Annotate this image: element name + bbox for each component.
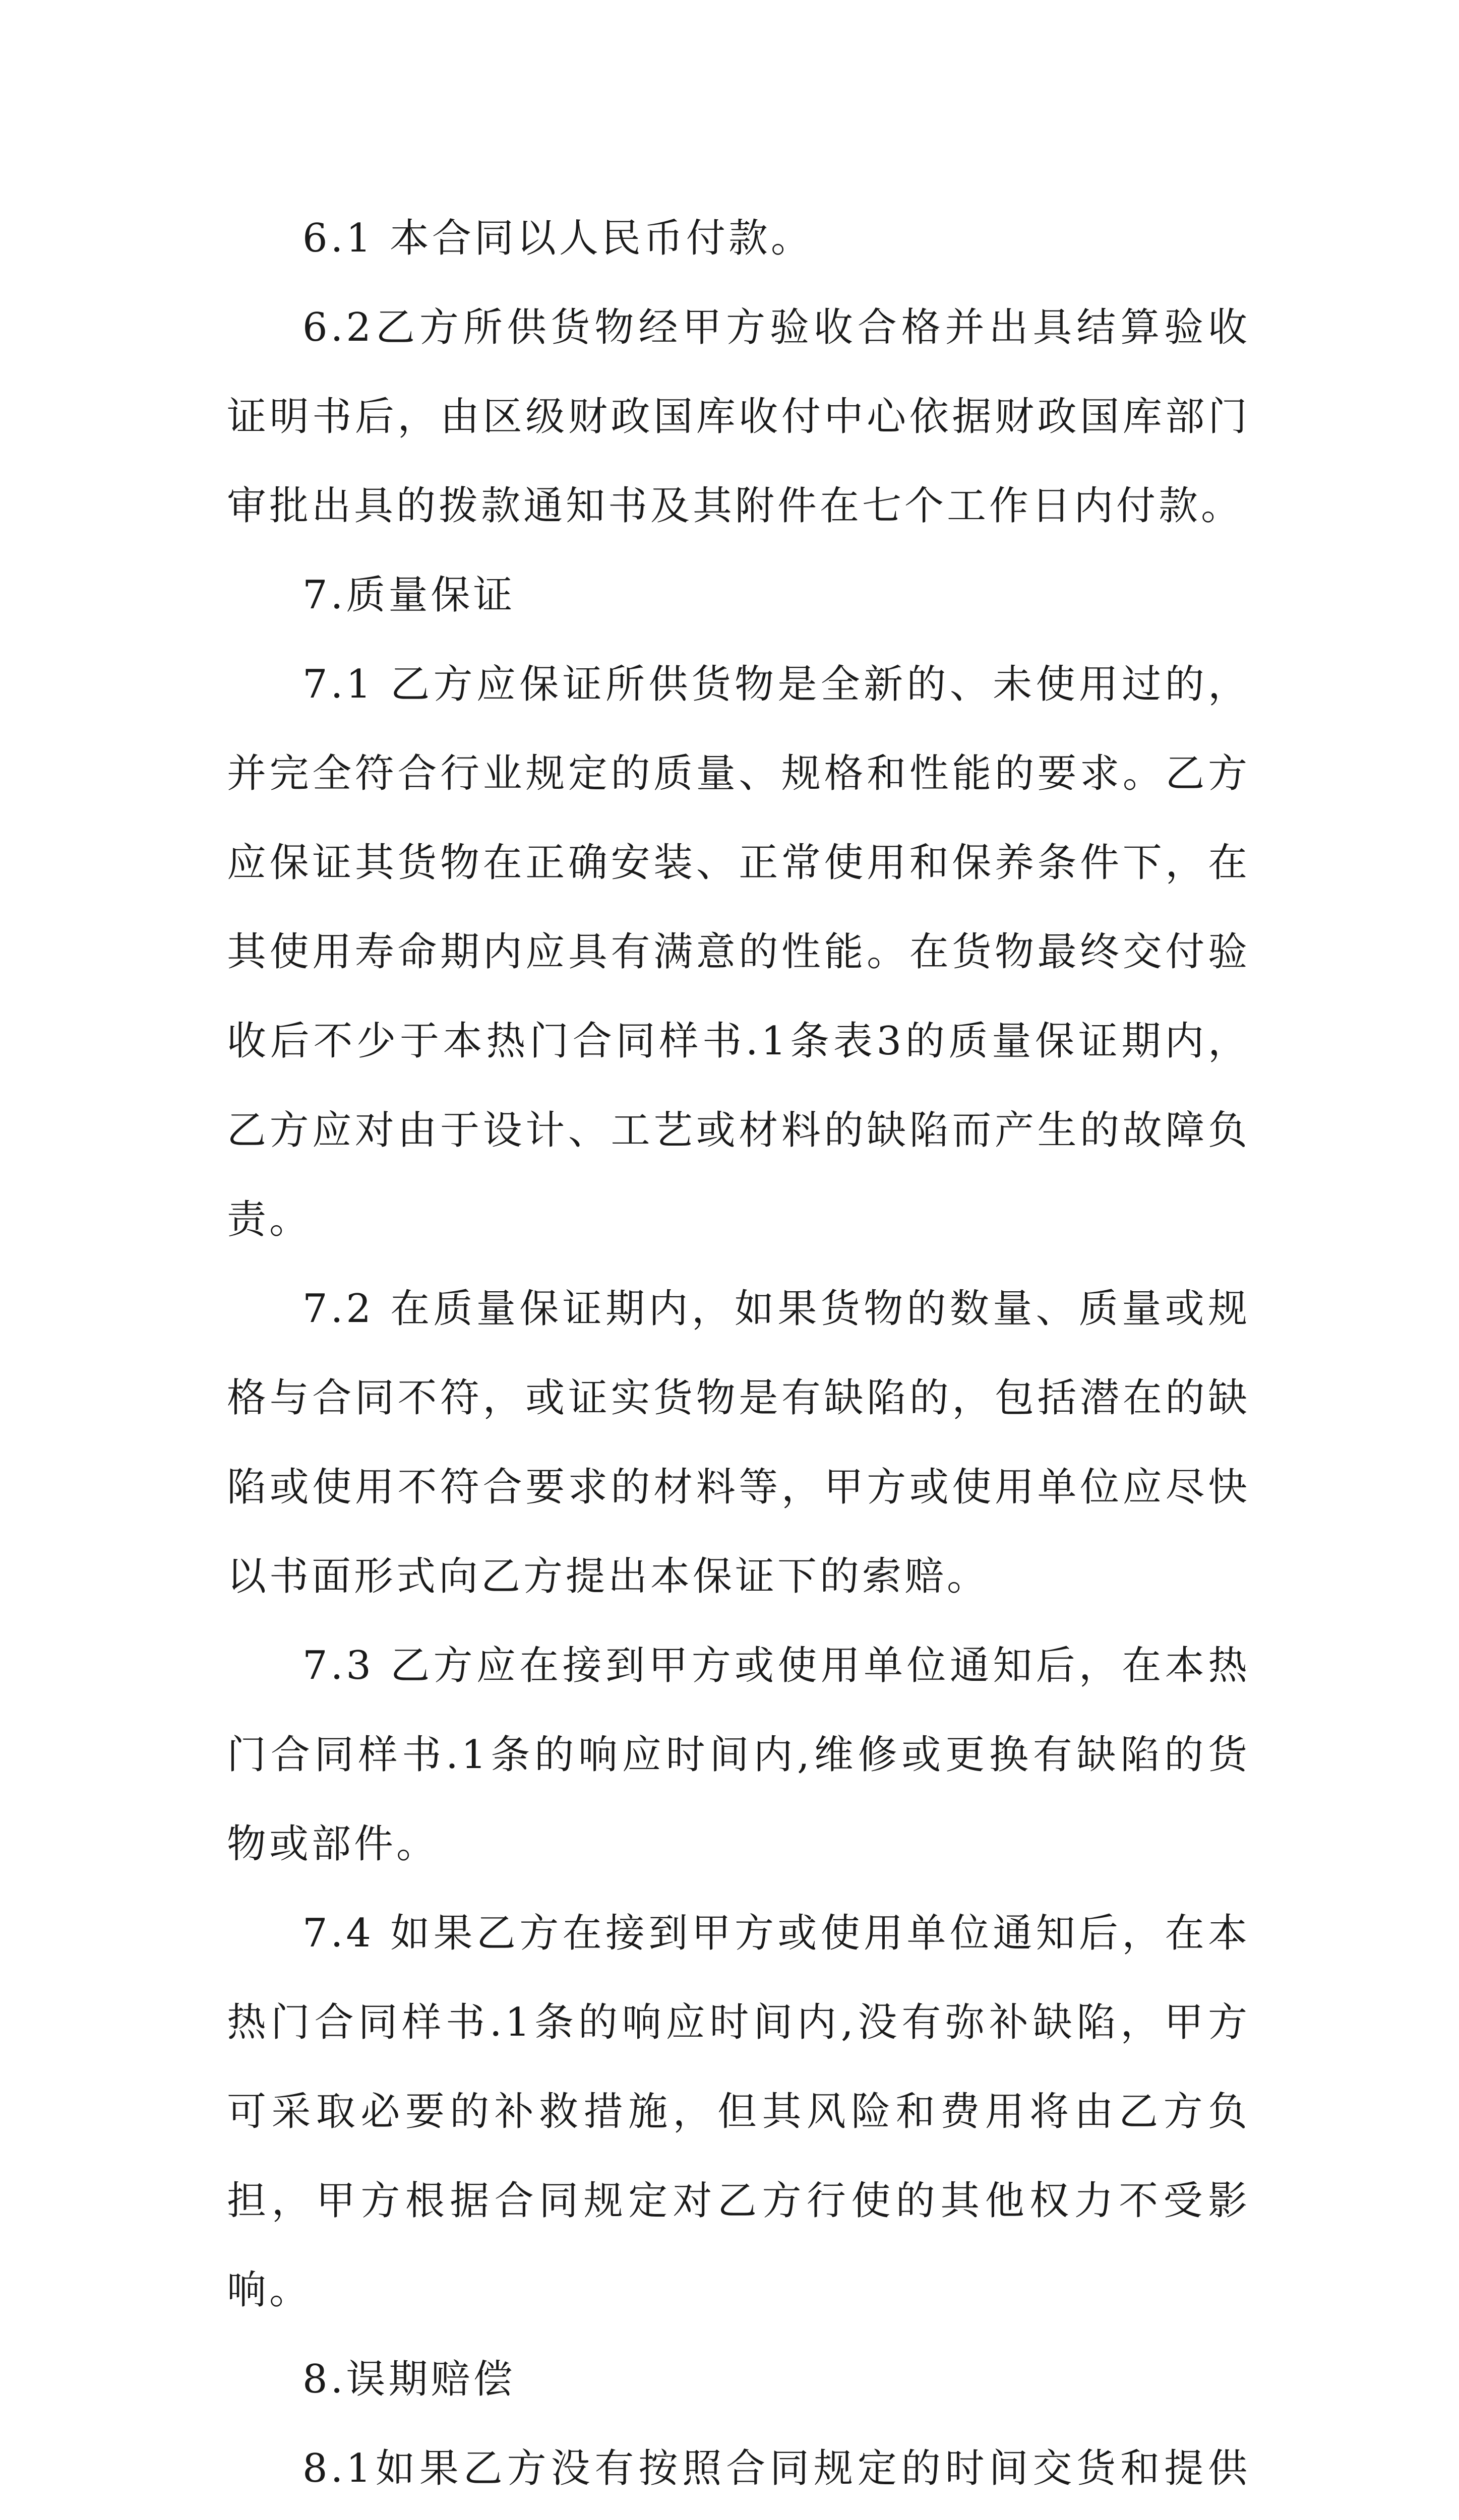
clause-7-3: 7.3 乙方应在接到甲方或使用单位通知后，在本热门合同样书.1条的响应时间内,维修或更换有缺陷的货物或部件。 — [227, 1643, 1250, 1867]
clause-6-2: 6.2乙方所供货物经甲方验收合格并出具结算验收证明书后，由区级财政国库收付中心依据财政国库部门审批出具的拨款通知书及其附件在七个工作日内付款。 — [227, 305, 1250, 529]
clause-7-2: 7.2 在质量保证期内，如果货物的数量、质量或规格与合同不符，或证实货物是有缺陷的，包括潜在的缺陷或使用不符合要求的材料等，甲方或使用单位应尽快以书面形式向乙方提出本保证下的索赔。 — [227, 1286, 1250, 1599]
clause-6-1: 6.1 本合同以人民币付款。 — [302, 216, 813, 261]
section-heading-7: 7.质量保证 — [302, 573, 516, 618]
contract-body — [227, 194, 1250, 2520]
clause-7-1: 7.1 乙方应保证所供货物是全新的、未使用过的，并完全符合行业规定的质量、规格和性能的要求。乙方应保证其货物在正确安装、正常使用和保养条件下，在其使用寿命期内应具有满意的性能。在货物最终交付验收后不少于本热门合同样书.1条表3的质量保证期内，乙方应对由于设计、工艺或材料的缺陷而产生的故障负责。 — [227, 662, 1250, 1242]
clause-8-1: 8.1如果乙方没有按照合同规定的时间交货和提供 — [302, 2446, 1250, 2491]
section-heading-8: 8.误期赔偿 — [302, 2357, 516, 2402]
clause-7-4: 7.4 如果乙方在接到甲方或使用单位通知后，在本热门合同样书.1条的响应时间内,没有弥补缺陷，甲方可采取必要的补救措施，但其风险和费用将由乙方负担，甲方根据合同规定对乙方行使的其他权力不受影响。 — [227, 1911, 1250, 2313]
